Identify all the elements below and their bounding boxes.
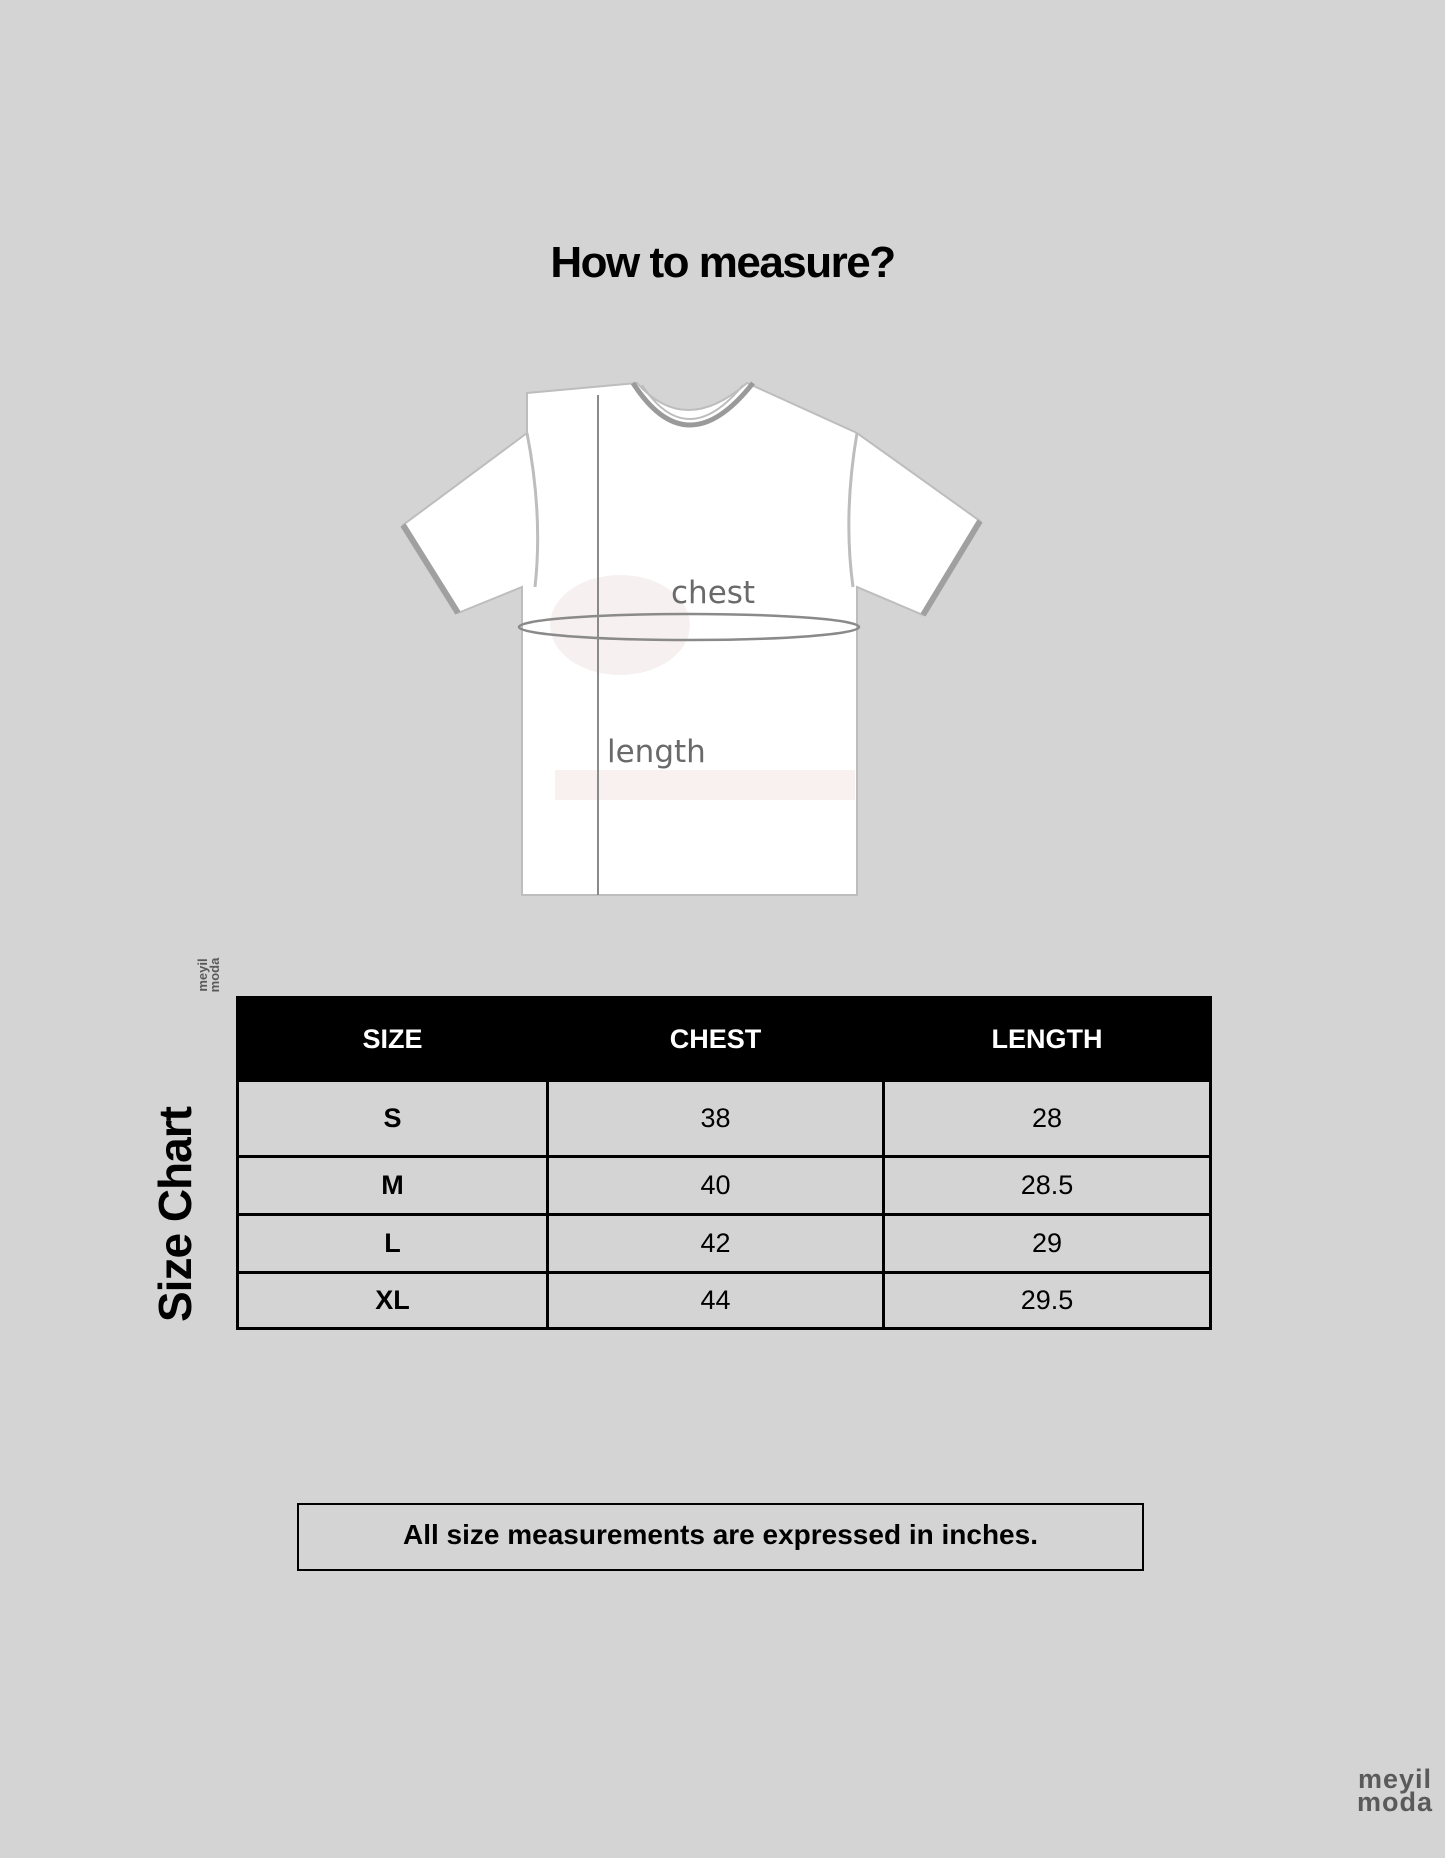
chest-cell: 38	[548, 1081, 884, 1157]
table-row	[238, 1081, 1211, 1157]
length-cell: 28.5	[884, 1157, 1211, 1215]
table-row	[238, 1215, 1211, 1273]
chest-cell: 44	[548, 1273, 884, 1329]
size-cell: S	[238, 1081, 548, 1157]
size-cell: M	[238, 1157, 548, 1215]
size-chart-title: Size Chart	[149, 1107, 201, 1322]
header-length: LENGTH	[884, 998, 1211, 1081]
table-row	[238, 1273, 1211, 1329]
chest-label: chest	[671, 575, 756, 611]
size-cell: XL	[238, 1273, 548, 1329]
brand-logo: meyil moda	[1357, 1764, 1434, 1817]
length-label: length	[607, 734, 706, 770]
table-header-row	[238, 998, 1211, 1081]
length-cell: 28	[884, 1081, 1211, 1157]
brand-logo-small: meyil moda	[195, 957, 222, 993]
header-chest: CHEST	[548, 998, 884, 1081]
header-size: SIZE	[238, 998, 548, 1081]
length-cell: 29.5	[884, 1273, 1211, 1329]
chest-cell: 42	[548, 1215, 884, 1273]
table-row	[238, 1157, 1211, 1215]
chest-cell: 40	[548, 1157, 884, 1215]
size-table	[236, 996, 1212, 1330]
size-cell: L	[238, 1215, 548, 1273]
length-cell: 29	[884, 1215, 1211, 1273]
measurement-note: All size measurements are expressed in inches.	[297, 1503, 1144, 1571]
tshirt-diagram	[395, 375, 995, 905]
page-title: How to measure?	[550, 238, 895, 287]
